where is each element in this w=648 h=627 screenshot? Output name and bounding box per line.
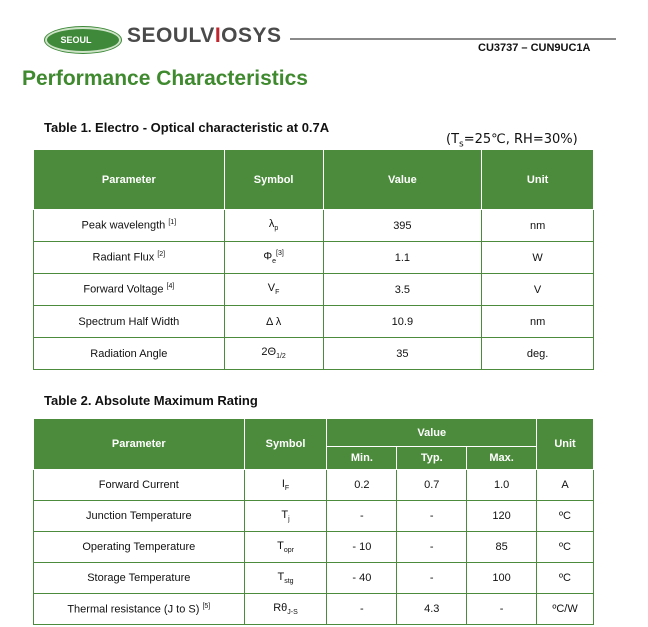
table-row	[34, 563, 594, 594]
symbol-cell	[244, 563, 327, 594]
table-row	[34, 242, 594, 274]
symbol-main: Δ λ	[265, 315, 282, 328]
t2-header-parameter: Parameter	[34, 419, 245, 470]
parameter-name: Thermal resistance (J to S)	[67, 603, 200, 616]
parameter-cell	[34, 501, 245, 532]
electro-optical-table	[33, 149, 594, 370]
condition-suffix: =25℃, RH=30%)	[463, 132, 578, 147]
symbol-cell	[244, 594, 327, 625]
typ-cell: -	[397, 563, 467, 594]
min-cell: - 10	[327, 532, 397, 563]
brand-seoul: SEOUL	[127, 24, 201, 47]
t1-header-value: Value	[323, 150, 482, 210]
parameter-cell	[34, 594, 245, 625]
symbol-subscript: e	[272, 257, 277, 265]
symbol-subscript: p	[274, 225, 279, 233]
footnote-ref: [5]	[202, 602, 211, 610]
test-condition	[446, 132, 578, 150]
value-cell: 1.1	[323, 242, 482, 274]
unit-cell: deg.	[482, 338, 594, 370]
company-logo	[45, 27, 121, 53]
t1-header-unit: Unit	[482, 150, 594, 210]
parameter-name: Junction Temperature	[85, 510, 192, 522]
t2-header-typ: Typ.	[397, 447, 467, 470]
value-cell: 10.9	[323, 306, 482, 338]
table-row	[34, 338, 594, 370]
symbol-subscript: F	[275, 289, 280, 297]
brand-osys: OSYS	[221, 24, 282, 47]
table-row	[34, 501, 594, 532]
symbol-cell	[244, 532, 327, 563]
logo-text: SEOUL	[53, 32, 99, 48]
symbol-subscript: 1/2	[276, 353, 286, 361]
typ-cell: 0.7	[397, 470, 467, 501]
parameter-name: Radiation Angle	[90, 347, 168, 360]
max-cell: -	[467, 594, 537, 625]
unit-cell: ºC/W	[537, 594, 594, 625]
t2-header-value: Value	[327, 419, 537, 447]
symbol-main: V	[267, 282, 276, 295]
t2-header-min: Min.	[327, 447, 397, 470]
brand-v: V	[200, 24, 215, 47]
parameter-name: Forward Voltage	[83, 283, 164, 296]
condition-sub: s	[459, 139, 464, 150]
symbol-cell	[244, 501, 327, 532]
t1-header-parameter: Parameter	[34, 150, 225, 210]
symbol-cell	[224, 210, 323, 242]
typ-cell: -	[397, 501, 467, 532]
value-cell: 3.5	[323, 274, 482, 306]
symbol-footnote: [3]	[276, 250, 284, 258]
table1-title: Table 1. Electro - Optical characteristic at 0.7A	[44, 120, 330, 135]
typ-cell: -	[397, 532, 467, 563]
min-cell: 0.2	[327, 470, 397, 501]
symbol-subscript: opr	[283, 547, 294, 555]
table-row	[34, 594, 594, 625]
parameter-cell	[34, 563, 245, 594]
part-number: CU3737 – CUN9UC1A	[478, 42, 591, 54]
t2-header-symbol: Symbol	[244, 419, 327, 470]
unit-cell: ºC	[537, 532, 594, 563]
unit-cell: nm	[482, 210, 594, 242]
symbol-cell	[224, 274, 323, 306]
table-row	[34, 210, 594, 242]
unit-cell: nm	[482, 306, 594, 338]
symbol-main: T	[277, 570, 285, 583]
value-cell: 35	[323, 338, 482, 370]
table-row	[34, 274, 594, 306]
value-cell: 395	[323, 210, 482, 242]
max-cell: 85	[467, 532, 537, 563]
unit-cell: V	[482, 274, 594, 306]
symbol-cell	[224, 242, 323, 274]
parameter-cell	[34, 210, 225, 242]
symbol-main: Φ	[263, 250, 273, 263]
table-row	[34, 470, 594, 501]
parameter-name: Forward Current	[98, 479, 179, 491]
symbol-subscript: F	[284, 485, 290, 493]
table-row	[34, 306, 594, 338]
min-cell: -	[327, 594, 397, 625]
symbol-main: T	[281, 508, 289, 521]
symbol-cell	[224, 306, 323, 338]
symbol-subscript: stg	[284, 578, 294, 586]
parameter-name: Spectrum Half Width	[78, 315, 180, 328]
typ-cell: 4.3	[397, 594, 467, 625]
max-cell: 120	[467, 501, 537, 532]
header-divider	[290, 38, 616, 40]
symbol-subscript: J-S	[287, 609, 298, 617]
footnote-ref: [2]	[157, 251, 166, 259]
footnote-ref: [4]	[166, 283, 175, 291]
parameter-cell	[34, 532, 245, 563]
parameter-name: Storage Temperature	[87, 572, 191, 584]
brand-name	[127, 24, 282, 48]
symbol-main: 2Θ	[261, 346, 277, 359]
symbol-main: Rθ	[273, 601, 288, 614]
parameter-name: Peak wavelength	[81, 219, 166, 232]
footnote-ref: [1]	[168, 219, 177, 227]
parameter-name: Operating Temperature	[82, 541, 196, 553]
unit-cell: A	[537, 470, 594, 501]
symbol-main: λ	[268, 218, 275, 231]
max-cell: 1.0	[467, 470, 537, 501]
symbol-main: I	[281, 477, 285, 490]
t2-header-unit: Unit	[537, 419, 594, 470]
parameter-cell	[34, 338, 225, 370]
t1-header-symbol: Symbol	[224, 150, 323, 210]
symbol-cell	[224, 338, 323, 370]
min-cell: -	[327, 501, 397, 532]
page-title: Performance Characteristics	[22, 67, 308, 90]
parameter-cell	[34, 242, 225, 274]
min-cell: - 40	[327, 563, 397, 594]
symbol-main: T	[277, 539, 284, 552]
parameter-cell	[34, 274, 225, 306]
max-cell: 100	[467, 563, 537, 594]
brand-i: I	[214, 24, 222, 47]
unit-cell: ºC	[537, 501, 594, 532]
condition-prefix: (T	[446, 132, 460, 147]
parameter-name: Radiant Flux	[92, 251, 155, 264]
symbol-cell	[244, 470, 327, 501]
parameter-cell	[34, 306, 225, 338]
table-row	[34, 532, 594, 563]
unit-cell: ºC	[537, 563, 594, 594]
t2-header-max: Max.	[467, 447, 537, 470]
absolute-max-rating-table	[33, 418, 594, 625]
symbol-subscript: j	[288, 516, 290, 524]
unit-cell: W	[482, 242, 594, 274]
table2-title: Table 2. Absolute Maximum Rating	[44, 393, 258, 408]
parameter-cell	[34, 470, 245, 501]
